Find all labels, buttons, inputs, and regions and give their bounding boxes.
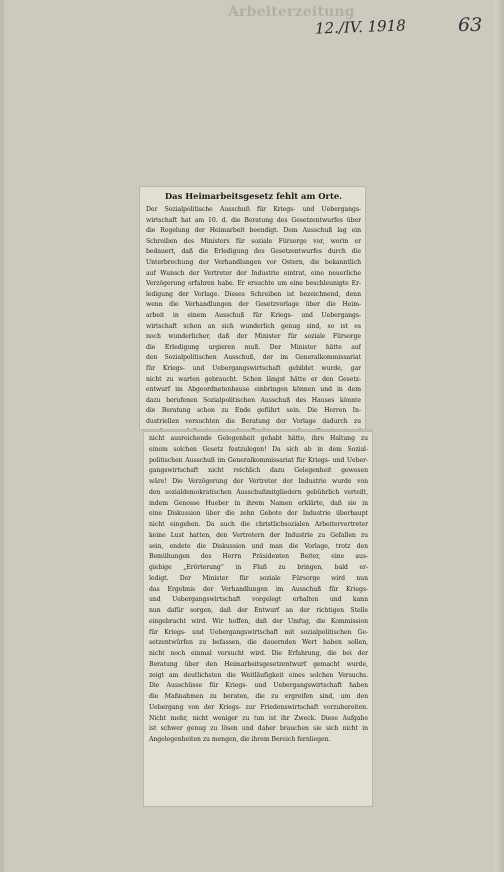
- article-text-line: Uebergang von der Kriegs- zur Friedenswirtschaft vorzubereiten.: [149, 703, 368, 711]
- article-text-line: Nicht mehr, nicht weniger zu tun ist ihr Zweck. Diese Aufgabe: [149, 714, 368, 722]
- archive-stamp: Arbeiterzeitung: [228, 4, 355, 20]
- article-headline: Das Heimarbeitsgesetz fehlt am Orte.: [164, 191, 343, 201]
- article-text-line: nicht noch einmal versucht wird. Die Erfahrung, die bei der: [149, 650, 368, 657]
- newspaper-clipping-bottom: [144, 432, 372, 806]
- article-text-line: ist schwer genug zu lösen und daher brauchen sie sich nicht in: [149, 725, 368, 733]
- sheet-left-edge: [0, 0, 4, 872]
- article-text-line: für Kriegs- und Uebergangswirtschaft mit sozialpolitischen Ge-: [149, 628, 368, 636]
- article-text-line: bedauert, daß die Erledigung des Gesetzentwurfes durch die: [146, 248, 361, 256]
- article-text-line: Die Ausschüsse für Kriegs- und Uebergangswirtschaft haben: [149, 682, 368, 690]
- article-text-line: Verzögerung erfahren habe. Er ersuchte um eine beschleunigte Er-: [146, 280, 361, 288]
- article-text-line: wirtschaft hat am 10. d. die Beratung des Gesetzentwurfes über: [146, 216, 361, 224]
- article-text-line: eingebracht wird. Wir hoffen, daß der Umfug, die Kommission: [149, 617, 368, 625]
- article-text-line: den sozialdemokratischen Ausschußmitgliedern gebührlich verteilt,: [149, 488, 368, 496]
- article-text-line: indem Genosse Hueber in ihrem Namen erklärte, daß sie in: [149, 499, 368, 507]
- article-text-line: die Regelung der Heimarbeit beendigt. Dem Ausschuß lag ein: [146, 227, 361, 235]
- handwritten-date: 12./IV. 1918: [314, 16, 407, 38]
- article-text-line: arbeit in einem Ausschuß für Kriegs- und Uebergangs-: [146, 311, 361, 319]
- article-text-line: das Ergebnis der Verhandlungen im Ausschuß für Kriegs-: [149, 585, 368, 593]
- article-text-line: Unterbrechung der Verhandlungen vor Ostern, die bekanntlich: [146, 258, 361, 266]
- article-text-line: setzentwürfen zu befassen, die dauernden Wert haben sollen,: [149, 639, 368, 647]
- article-text-line: Bemühungen des Herrn Präsidenten Beiter, eine aus-: [149, 553, 368, 561]
- article-text-line: wenn die Verhandlungen der Gesetzvorlage über die Heim-: [146, 301, 361, 309]
- article-text-line: ledigt. Der Minister für soziale Fürsorge wird nun: [149, 574, 368, 582]
- article-text-line: Beratung über den Heimarbeitsgesetzentwurf gemacht wurde,: [149, 660, 368, 668]
- article-text-line: ledigung der Vorlage. Dieses Schreiben ist bezeichnend, denn: [146, 290, 361, 298]
- article-text-line: gangswirtschaft nicht reichlich dazu Gelegenheit gewesen: [149, 467, 368, 475]
- article-text-line: auf Wunsch der Vertreter der Industrie eintrat, eine neuerliche: [146, 269, 361, 277]
- article-text-line: wirtschaft schon an sich wunderlich genug sind, so ist es: [146, 322, 361, 330]
- article-text-line: giebige „Erörterung“ in Fluß zu bringen, bald er-: [149, 564, 368, 571]
- article-text-line: eine Diskussion über die zehn Gebote der Industrie überhaupt: [149, 510, 368, 518]
- article-text-line: Der Sozialpolitische Ausschuß für Kriegs- und Uebergangs-: [146, 206, 361, 213]
- article-text-line: wäre! Die Verzögerung der Vertreter der Industrie wurde von: [149, 478, 368, 485]
- article-text-line: und Uebergangswirtschaft vorgelegt erhalten und kann: [149, 596, 368, 604]
- sheet-right-edge: [494, 0, 504, 872]
- article-text-line: die Maßnahmen zu beraten, die zu ergreifen sind, um den: [149, 693, 368, 700]
- article-text-line: politischen Ausschuß im Generalkommissariat für Kriegs- und Ueber-: [149, 456, 368, 464]
- article-text-line: nicht ausreichende Gelegenheit gehabt hätte, ihre Haltung zu: [149, 435, 368, 442]
- article-text-line: die Erledigung urgieren muß. Der Minister hätte auf: [146, 343, 361, 351]
- article-text-line: nun dafür sorgen, daß der Entwurf an der richtigen Stelle: [149, 607, 368, 614]
- article-text-line: Schreiben des Ministers für soziale Fürsorge vor, worin er: [146, 237, 361, 245]
- article-text-line: dustriellen versuchten die Beratung der Vorlage dadurch zu: [146, 417, 361, 425]
- article-text-line: sein, endete die Diskussion und man die Vorlage, trotz den: [149, 542, 368, 550]
- article-text-line: den Sozialpolitischen Ausschuß, der im Generalkommissariat: [146, 354, 361, 362]
- article-text-line: für Kriegs- und Uebergangswirtschaft gebildet wurde, gar: [146, 364, 361, 372]
- article-text-line: entwurf im Abgeordnetenhause einbringen können und in dem: [146, 386, 361, 394]
- handwritten-page-number: 63: [458, 14, 483, 36]
- article-text-line: die Beratung schon zu Ende geführt sein. Die Herren In-: [146, 407, 361, 415]
- article-text-line: noch wunderlicher, daß der Minister für soziale Fürsorge: [146, 333, 361, 341]
- newspaper-clipping-top: [140, 187, 365, 430]
- article-text-line: nicht zu warten gebraucht. Schon längst hätte er den Gesetz-: [146, 375, 361, 383]
- article-text-line: Angelegenheiten zu mengen, die ihrem Bereich fernliegen.: [149, 736, 331, 743]
- article-text-line: keine Lust hatten, den Vertretern der Industrie zu Gefallen zu: [149, 531, 368, 539]
- article-text-line: dazu berufenen Sozialpolitischen Ausschuß des Hauses könnte: [146, 396, 361, 404]
- article-text-line: einem solchen Gesetz festzulegen! Da sich ab in dem Sozial-: [149, 445, 368, 453]
- article-text-line: zeigt am deutlichsten die Weitläufigkeit eines solchen Versuchs.: [149, 671, 368, 679]
- article-text-line: nicht eingehen. Da auch die christlichsozialen Arbeitervertreter: [149, 521, 368, 528]
